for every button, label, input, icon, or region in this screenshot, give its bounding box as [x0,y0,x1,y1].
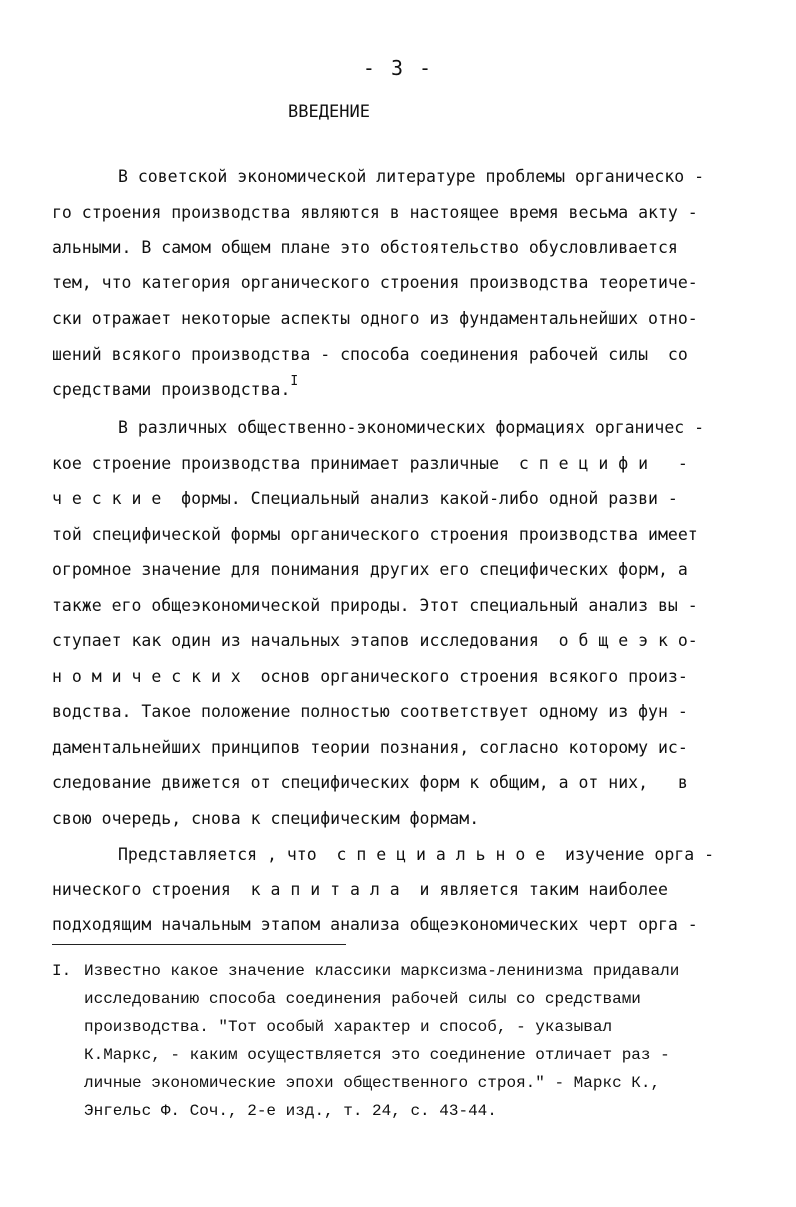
footnote-line: Энгельс Ф. Соч., 2-е изд., т. 24, с. 43-44. [84,1102,497,1120]
text-line: водства. Такое положение полностью соответствует одному из фун - [52,702,688,721]
footnote-divider [52,944,346,945]
text-line: огромное значение для понимания других его специфических форм, а [52,560,688,579]
text-line: н о м и ч е с к и х основ органического строения всякого произ- [52,667,688,686]
text-line: нического строения к а п и т а л а и является таким наиболее [52,880,668,899]
text-line: шений всякого производства - способа соединения рабочей силы со [52,345,688,364]
text-line: также его общеэкономической природы. Этот специальный анализ вы - [52,596,698,615]
footnote-line: исследованию способа соединения рабочей силы со средствами [84,990,641,1008]
text-line: В различных общественно-экономических формациях органичес - [118,418,705,437]
text-line: ч е с к и е формы. Специальный анализ какой-либо одной разви - [52,489,678,508]
text-line: следование движется от специфических форм к общим, а от них, в [52,773,688,792]
footnote-line: производства. "Тот особый характер и способ, - указывал [84,1018,613,1036]
footnote-line: Известно какое значение классики марксизма-ленинизма придавали [84,962,680,980]
text-line: альными. В самом общем плане это обстоятельство обусловливается [52,238,678,257]
footnote-number: I. [52,962,72,980]
text-line: ски отражает некоторые аспекты одного из фундаментальнейших отно- [52,309,698,328]
text-line: средствами производства. [52,380,291,399]
footnote-marker: I [290,374,299,389]
text-line: В советской экономической литературе проблемы органическо - [118,167,705,186]
text-line: Представляется , что с п е ц и а л ь н о е изучение орга - [118,845,715,864]
text-line: ступает как один из начальных этапов исследования о б щ е э к о- [52,631,698,650]
page-number: - 3 - [362,56,434,80]
text-line: тем, что категория органического строения производства теоретиче- [52,273,698,292]
footnote-line: К.Маркс, - каким осуществляется это соединение отличает раз - [84,1046,670,1064]
text-line: свою очередь, снова к специфическим формам. [52,809,480,828]
footnote-line: личные экономические эпохи общественного строя." - Маркс К., [84,1074,661,1092]
page-title: ВВЕДЕНИЕ [288,102,370,122]
text-line: кое строение производства принимает различные с п е ц и ф и - [52,454,688,473]
text-line-with-footnote [52,374,299,402]
text-line: го строения производства являются в настоящее время весьма акту - [52,203,698,222]
text-line: той специфической формы органического строения производства имеет [52,525,698,544]
text-line: даментальнейших принципов теории познания, согласно которому ис- [52,738,688,757]
text-line: подходящим начальным этапом анализа общеэкономических черт орга - [52,915,698,934]
